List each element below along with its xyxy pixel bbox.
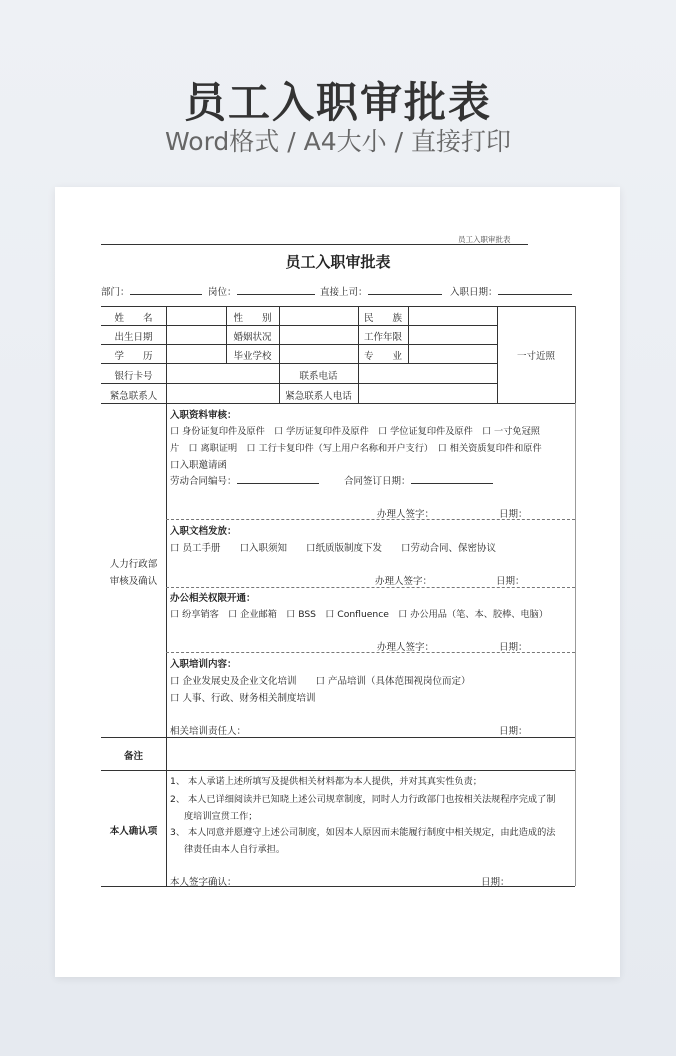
table-rule — [101, 363, 497, 364]
contract-date: 合同签订日期： — [344, 473, 493, 487]
sec1-line3[interactable]: 口入职邀请函 — [170, 460, 228, 471]
table-rule — [408, 306, 409, 363]
sec1-sign: 办理人签字： — [377, 509, 435, 520]
contract-number: 劳动合同编号： — [170, 473, 319, 487]
table-rule — [101, 770, 575, 771]
field-supervisor: 直接上司： — [320, 284, 442, 298]
confirm-sign: 本人签字确认： — [170, 877, 237, 888]
confirm-item-2: 2、 本人已详细阅读并已知晓上述公司规章制度，同时人力行政部门也按相关法规程序完成了制 — [170, 794, 556, 805]
hr-label-2: 审核及确认 — [109, 576, 158, 587]
table-rule — [101, 737, 575, 738]
sec4-line1[interactable]: 口 企业发展史及企业文化培训 口 产品培训（具体范围视岗位而定） — [170, 676, 471, 687]
sec2-heading: 入职文档发放： — [170, 526, 237, 537]
label-bank-card: 银行卡号 — [114, 371, 153, 382]
sec2-line1[interactable]: 口 员工手册 口入职须知 口纸质版制度下发 口劳动合同、保密协议 — [170, 543, 497, 554]
confirm-item-3b: 律责任由本人自行承担。 — [184, 844, 286, 855]
sec2-sign: 办理人签字： — [375, 576, 433, 587]
label-work-years: 工作年限 — [363, 332, 402, 343]
table-rule — [166, 306, 167, 886]
table-rule — [101, 344, 497, 345]
label-marital: 婚姻状况 — [233, 332, 272, 343]
confirm-item-3: 3、 本人同意并愿遵守上述公司制度，如因本人原因而未能履行制度中相关规定，由此造成的法 — [170, 827, 556, 838]
sec4-heading: 入职培训内容： — [170, 659, 237, 670]
sec1-date: 日期： — [499, 509, 528, 520]
table-rule — [101, 244, 528, 245]
label-gender: 性 别 — [233, 313, 272, 324]
confirm-date: 日期： — [481, 877, 510, 888]
hr-label: 人力行政部 — [109, 559, 158, 570]
field-position: 岗位： — [208, 284, 315, 298]
confirm-item-1: 1、 本人承诺上述所填写及提供相关材料都为本人提供，并对其真实性负责； — [170, 776, 482, 787]
label-emergency-contact: 紧急联系人 — [109, 391, 158, 402]
label-emergency-phone: 紧急联系人电话 — [285, 391, 352, 402]
label-birthdate: 出生日期 — [114, 332, 153, 343]
sec4-sign: 相关培训责任人： — [170, 726, 247, 737]
table-rule — [575, 403, 576, 886]
label-education: 学 历 — [114, 351, 153, 362]
sec3-date: 日期： — [499, 642, 528, 653]
field-start-date: 入职日期： — [450, 284, 572, 298]
label-phone: 联系电话 — [299, 371, 338, 382]
banner-title: 员工入职审批表 — [183, 78, 492, 127]
table-rule — [101, 306, 575, 307]
document-title: 员工入职审批表 — [285, 253, 391, 271]
table-rule — [166, 587, 575, 588]
confirm-label: 本人确认项 — [109, 826, 158, 837]
running-header: 员工入职审批表 — [458, 235, 511, 244]
confirm-item-2b: 度培训宣贯工作； — [184, 811, 258, 822]
sec4-date: 日期： — [499, 726, 528, 737]
photo-cell: 一寸近照 — [516, 351, 555, 362]
label-ethnicity: 民 族 — [363, 313, 402, 324]
remarks-label: 备注 — [123, 751, 143, 762]
table-rule — [575, 306, 576, 403]
sec3-heading: 办公相关权限开通： — [170, 593, 256, 604]
label-major: 专 业 — [363, 351, 402, 362]
table-rule — [101, 325, 497, 326]
table-rule — [101, 383, 497, 384]
sec1-heading: 入职资料审核： — [170, 410, 237, 421]
sec3-line1[interactable]: 口 纷享销客 口 企业邮箱 口 BSS 口 Confluence 口 办公用品（笔、本、胶棒、电脑） — [170, 609, 549, 620]
sec2-date: 日期： — [496, 576, 525, 587]
label-name: 姓 名 — [114, 313, 153, 324]
sec1-line2[interactable]: 片 口 离职证明 口 工行卡复印件（写上用户名称和开户支行） 口 相关资质复印件和原件 — [170, 443, 542, 454]
sec4-line2[interactable]: 口 人事、行政、财务相关制度培训 — [170, 693, 316, 704]
sec3-sign: 办理人签字： — [377, 642, 435, 653]
sec1-line1[interactable]: 口 身份证复印件及原件 口 学历证复印件及原件 口 学位证复印件及原件 口 一寸免冠照 — [170, 426, 540, 437]
table-rule — [101, 403, 575, 404]
field-department: 部门： — [101, 284, 202, 298]
label-school: 毕业学校 — [233, 351, 272, 362]
banner-subtitle: Word格式 / A4大小 / 直接打印 — [165, 127, 511, 156]
